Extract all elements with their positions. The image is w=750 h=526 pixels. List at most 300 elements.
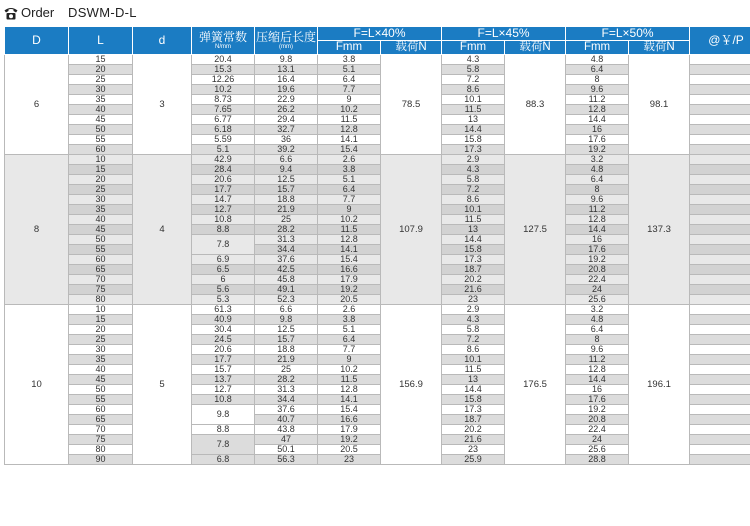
cell-compressed-len: 39.2 (255, 145, 318, 155)
cell-price (690, 395, 750, 405)
cell-f40-fmm: 9 (318, 205, 381, 215)
cell-compressed-len: 21.9 (255, 355, 318, 365)
cell-f40-fmm: 10.2 (318, 105, 381, 115)
cell-spring-rate: 10.8 (192, 215, 255, 225)
cell-compressed-len: 43.8 (255, 425, 318, 435)
cell-spring-rate: 61.3 (192, 305, 255, 315)
cell-f50-fmm: 20.8 (566, 415, 629, 425)
cell-price (690, 255, 750, 265)
cell-f50-fmm: 12.8 (566, 105, 629, 115)
cell-f40-fmm: 3.8 (318, 315, 381, 325)
cell-compressed-len: 34.4 (255, 395, 318, 405)
cell-f45-fmm: 7.2 (442, 335, 505, 345)
cell-L: 45 (69, 225, 133, 235)
cell-compressed-len: 13.1 (255, 65, 318, 75)
cell-L: 65 (69, 415, 133, 425)
cell-f50-fmm: 4.8 (566, 165, 629, 175)
cell-price (690, 85, 750, 95)
cell-price (690, 215, 750, 225)
telephone-icon (3, 5, 19, 21)
cell-f50-fmm: 25.6 (566, 295, 629, 305)
cell-price (690, 455, 750, 465)
col-D-header: D (5, 27, 69, 55)
cell-f45-fmm: 5.8 (442, 325, 505, 335)
cell-compressed-len: 42.5 (255, 265, 318, 275)
cell-f45-fmm: 20.2 (442, 425, 505, 435)
cell-f45-fmm: 20.2 (442, 275, 505, 285)
cell-L: 40 (69, 365, 133, 375)
cell-price (690, 225, 750, 235)
cell-L: 25 (69, 75, 133, 85)
cell-L: 30 (69, 85, 133, 95)
cell-spring-rate: 5.3 (192, 295, 255, 305)
cell-L: 15 (69, 315, 133, 325)
cell-f40-fmm: 20.5 (318, 295, 381, 305)
cell-price (690, 205, 750, 215)
cell-f50-fmm: 8 (566, 75, 629, 85)
cell-f50-fmm: 22.4 (566, 425, 629, 435)
col-price-header: @￥/P (690, 27, 750, 55)
cell-spring-rate: 42.9 (192, 155, 255, 165)
cell-price (690, 115, 750, 125)
cell-L: 25 (69, 335, 133, 345)
cell-L: 60 (69, 145, 133, 155)
cell-f40-fmm: 7.7 (318, 345, 381, 355)
cell-f40-fmm: 14.1 (318, 395, 381, 405)
cell-price (690, 425, 750, 435)
cell-f45-fmm: 15.8 (442, 135, 505, 145)
cell-D: 8 (5, 155, 69, 305)
cell-f50-fmm: 14.4 (566, 225, 629, 235)
cell-price (690, 175, 750, 185)
cell-spring-rate: 20.6 (192, 345, 255, 355)
cell-f50-fmm: 24 (566, 285, 629, 295)
cell-compressed-len: 37.6 (255, 255, 318, 265)
col-compressed-len-header (255, 27, 318, 55)
f45-load-header: 载荷N (505, 41, 566, 55)
cell-f40-fmm: 6.4 (318, 335, 381, 345)
cell-f50-fmm: 22.4 (566, 275, 629, 285)
cell-f45-fmm: 10.1 (442, 95, 505, 105)
cell-spring-rate: 5.59 (192, 135, 255, 145)
cell-spring-rate: 8.8 (192, 425, 255, 435)
cell-f50-fmm: 19.2 (566, 145, 629, 155)
cell-spring-rate: 30.4 (192, 325, 255, 335)
cell-f50-fmm: 25.6 (566, 445, 629, 455)
cell-f40-fmm: 6.4 (318, 75, 381, 85)
cell-f50-fmm: 12.8 (566, 215, 629, 225)
cell-f45-load: 127.5 (505, 155, 566, 305)
cell-f45-fmm: 13 (442, 115, 505, 125)
cell-f50-fmm: 9.6 (566, 195, 629, 205)
cell-price (690, 275, 750, 285)
cell-compressed-len: 56.3 (255, 455, 318, 465)
cell-spring-rate: 6 (192, 275, 255, 285)
cell-f50-fmm: 11.2 (566, 95, 629, 105)
cell-f45-fmm: 11.5 (442, 105, 505, 115)
col-L-header: L (69, 27, 133, 55)
cell-f50-fmm: 19.2 (566, 255, 629, 265)
cell-f40-fmm: 5.1 (318, 325, 381, 335)
cell-f40-fmm: 16.6 (318, 265, 381, 275)
cell-compressed-len: 28.2 (255, 375, 318, 385)
cell-price (690, 325, 750, 335)
col-d-header: d (133, 27, 192, 55)
cell-f40-fmm: 2.6 (318, 305, 381, 315)
cell-f45-fmm: 17.3 (442, 405, 505, 415)
cell-f45-fmm: 7.2 (442, 75, 505, 85)
cell-compressed-len: 40.7 (255, 415, 318, 425)
cell-D: 6 (5, 55, 69, 155)
cell-f45-fmm: 23 (442, 445, 505, 455)
cell-spring-rate: 10.2 (192, 85, 255, 95)
cell-L: 30 (69, 345, 133, 355)
cell-spring-rate: 7.8 (192, 435, 255, 455)
cell-f50-fmm: 11.2 (566, 205, 629, 215)
cell-spring-rate: 13.7 (192, 375, 255, 385)
cell-f40-load: 156.9 (381, 305, 442, 465)
cell-f50-fmm: 16 (566, 235, 629, 245)
cell-f40-load: 107.9 (381, 155, 442, 305)
cell-price (690, 65, 750, 75)
cell-f45-fmm: 8.6 (442, 195, 505, 205)
cell-spring-rate: 12.7 (192, 205, 255, 215)
cell-f50-fmm: 28.8 (566, 455, 629, 465)
cell-d: 3 (133, 55, 192, 155)
cell-L: 15 (69, 165, 133, 175)
cell-f45-fmm: 14.4 (442, 125, 505, 135)
cell-f45-fmm: 17.3 (442, 145, 505, 155)
cell-f50-fmm: 6.4 (566, 325, 629, 335)
cell-f45-fmm: 15.8 (442, 245, 505, 255)
cell-price (690, 435, 750, 445)
cell-f40-fmm: 19.2 (318, 285, 381, 295)
cell-spring-rate: 6.5 (192, 265, 255, 275)
cell-L: 20 (69, 65, 133, 75)
cell-L: 55 (69, 135, 133, 145)
cell-spring-rate: 9.8 (192, 405, 255, 425)
cell-f40-fmm: 23 (318, 455, 381, 465)
cell-L: 60 (69, 255, 133, 265)
cell-compressed-len: 9.4 (255, 165, 318, 175)
cell-f40-fmm: 17.9 (318, 275, 381, 285)
spring-rate-label: 弹簧常数 (198, 29, 247, 44)
cell-f45-fmm: 11.5 (442, 215, 505, 225)
cell-f45-fmm: 10.1 (442, 205, 505, 215)
cell-f40-fmm: 15.4 (318, 405, 381, 415)
cell-f40-fmm: 7.7 (318, 85, 381, 95)
cell-f40-fmm: 19.2 (318, 435, 381, 445)
cell-spring-rate: 5.6 (192, 285, 255, 295)
cell-compressed-len: 15.7 (255, 185, 318, 195)
cell-f40-fmm: 6.4 (318, 185, 381, 195)
cell-f45-fmm: 21.6 (442, 285, 505, 295)
cell-L: 70 (69, 425, 133, 435)
cell-L: 20 (69, 175, 133, 185)
f40-group-header: F=L×40% (318, 27, 442, 41)
cell-price (690, 265, 750, 275)
cell-f45-fmm: 13 (442, 225, 505, 235)
cell-f40-fmm: 3.8 (318, 165, 381, 175)
cell-f45-fmm: 15.8 (442, 395, 505, 405)
f45-group-header: F=L×45% (442, 27, 566, 41)
order-header (0, 0, 750, 26)
cell-price (690, 365, 750, 375)
cell-price (690, 305, 750, 315)
cell-f40-fmm: 10.2 (318, 215, 381, 225)
cell-L: 35 (69, 95, 133, 105)
cell-spring-rate: 14.7 (192, 195, 255, 205)
f50-group-header: F=L×50% (566, 27, 690, 41)
cell-L: 55 (69, 245, 133, 255)
cell-D: 10 (5, 305, 69, 465)
table-row (5, 155, 750, 165)
cell-L: 35 (69, 205, 133, 215)
cell-price (690, 135, 750, 145)
cell-price (690, 315, 750, 325)
cell-f45-fmm: 10.1 (442, 355, 505, 365)
cell-f50-fmm: 17.6 (566, 135, 629, 145)
cell-L: 75 (69, 285, 133, 295)
cell-compressed-len: 12.5 (255, 175, 318, 185)
cell-compressed-len: 31.3 (255, 385, 318, 395)
cell-f50-load: 137.3 (629, 155, 690, 305)
cell-f45-fmm: 11.5 (442, 365, 505, 375)
cell-L: 50 (69, 125, 133, 135)
cell-f45-load: 176.5 (505, 305, 566, 465)
cell-spring-rate: 8.8 (192, 225, 255, 235)
cell-compressed-len: 50.1 (255, 445, 318, 455)
cell-compressed-len: 16.4 (255, 75, 318, 85)
f50-fmm-header: Fmm (566, 41, 629, 55)
cell-f50-fmm: 8 (566, 185, 629, 195)
cell-f40-fmm: 9 (318, 355, 381, 365)
cell-f45-load: 88.3 (505, 55, 566, 155)
cell-f50-fmm: 19.2 (566, 405, 629, 415)
cell-L: 65 (69, 265, 133, 275)
col-spring-rate-header (192, 27, 255, 55)
cell-L: 55 (69, 395, 133, 405)
cell-f40-fmm: 11.5 (318, 225, 381, 235)
cell-price (690, 415, 750, 425)
cell-f40-fmm: 14.1 (318, 135, 381, 145)
cell-f50-fmm: 3.2 (566, 305, 629, 315)
cell-f40-fmm: 12.8 (318, 125, 381, 135)
cell-L: 10 (69, 305, 133, 315)
cell-spring-rate: 6.8 (192, 455, 255, 465)
cell-spring-rate: 10.8 (192, 395, 255, 405)
cell-price (690, 125, 750, 135)
cell-compressed-len: 49.1 (255, 285, 318, 295)
cell-L: 30 (69, 195, 133, 205)
cell-f50-fmm: 6.4 (566, 175, 629, 185)
cell-spring-rate: 20.4 (192, 55, 255, 65)
cell-f50-fmm: 17.6 (566, 245, 629, 255)
cell-spring-rate: 24.5 (192, 335, 255, 345)
cell-L: 40 (69, 105, 133, 115)
cell-compressed-len: 15.7 (255, 335, 318, 345)
cell-price (690, 155, 750, 165)
cell-f45-fmm: 4.3 (442, 315, 505, 325)
cell-f40-fmm: 17.9 (318, 425, 381, 435)
f40-fmm-header: Fmm (318, 41, 381, 55)
cell-spring-rate: 6.9 (192, 255, 255, 265)
cell-L: 75 (69, 435, 133, 445)
cell-f45-fmm: 25.9 (442, 455, 505, 465)
cell-spring-rate: 7.8 (192, 235, 255, 255)
cell-f45-fmm: 5.8 (442, 175, 505, 185)
cell-f50-fmm: 4.8 (566, 315, 629, 325)
group-D8 (5, 155, 750, 305)
table-row (5, 305, 750, 315)
cell-f50-fmm: 8 (566, 335, 629, 345)
cell-spring-rate: 6.18 (192, 125, 255, 135)
cell-compressed-len: 12.5 (255, 325, 318, 335)
cell-L: 40 (69, 215, 133, 225)
cell-compressed-len: 25 (255, 215, 318, 225)
cell-compressed-len: 28.2 (255, 225, 318, 235)
cell-L: 15 (69, 55, 133, 65)
cell-price (690, 105, 750, 115)
cell-compressed-len: 32.7 (255, 125, 318, 135)
cell-f50-load: 98.1 (629, 55, 690, 155)
cell-f40-fmm: 11.5 (318, 115, 381, 125)
cell-d: 5 (133, 305, 192, 465)
cell-spring-rate: 12.26 (192, 75, 255, 85)
cell-price (690, 195, 750, 205)
cell-spring-rate: 20.6 (192, 175, 255, 185)
cell-f45-fmm: 8.6 (442, 345, 505, 355)
cell-f45-fmm: 2.9 (442, 305, 505, 315)
cell-L: 50 (69, 385, 133, 395)
cell-f45-fmm: 4.3 (442, 55, 505, 65)
f50-load-header: 载荷N (629, 41, 690, 55)
spring-rate-unit: N/mm (215, 43, 231, 50)
cell-L: 80 (69, 445, 133, 455)
cell-L: 90 (69, 455, 133, 465)
cell-price (690, 75, 750, 85)
cell-spring-rate: 17.7 (192, 355, 255, 365)
cell-L: 20 (69, 325, 133, 335)
cell-f45-fmm: 17.3 (442, 255, 505, 265)
cell-spring-rate: 28.4 (192, 165, 255, 175)
cell-price (690, 185, 750, 195)
cell-d: 4 (133, 155, 192, 305)
cell-spring-rate: 7.65 (192, 105, 255, 115)
cell-price (690, 385, 750, 395)
cell-spring-rate: 17.7 (192, 185, 255, 195)
cell-compressed-len: 36 (255, 135, 318, 145)
cell-compressed-len: 6.6 (255, 305, 318, 315)
cell-f50-fmm: 4.8 (566, 55, 629, 65)
cell-L: 70 (69, 275, 133, 285)
group-D6 (5, 55, 750, 155)
cell-spring-rate: 5.1 (192, 145, 255, 155)
cell-price (690, 285, 750, 295)
cell-f40-fmm: 12.8 (318, 385, 381, 395)
f40-load-header: 载荷N (381, 41, 442, 55)
cell-spring-rate: 15.7 (192, 365, 255, 375)
cell-f40-fmm: 15.4 (318, 255, 381, 265)
cell-f40-fmm: 3.8 (318, 55, 381, 65)
cell-f50-fmm: 24 (566, 435, 629, 445)
cell-compressed-len: 25 (255, 365, 318, 375)
cell-price (690, 295, 750, 305)
cell-f45-fmm: 18.7 (442, 415, 505, 425)
cell-f45-fmm: 23 (442, 295, 505, 305)
cell-f50-fmm: 12.8 (566, 365, 629, 375)
cell-price (690, 355, 750, 365)
cell-compressed-len: 18.8 (255, 195, 318, 205)
group-D10 (5, 305, 750, 465)
compressed-len-unit: (mm) (279, 43, 293, 50)
cell-f40-fmm: 14.1 (318, 245, 381, 255)
cell-price (690, 445, 750, 455)
cell-f45-fmm: 14.4 (442, 235, 505, 245)
cell-compressed-len: 18.8 (255, 345, 318, 355)
cell-price (690, 235, 750, 245)
part-code: DSWM-D-L (68, 5, 137, 20)
cell-f50-fmm: 6.4 (566, 65, 629, 75)
f45-fmm-header: Fmm (442, 41, 505, 55)
cell-f45-fmm: 2.9 (442, 155, 505, 165)
cell-f40-fmm: 11.5 (318, 375, 381, 385)
cell-spring-rate: 12.7 (192, 385, 255, 395)
cell-compressed-len: 29.4 (255, 115, 318, 125)
cell-spring-rate: 6.77 (192, 115, 255, 125)
cell-price (690, 375, 750, 385)
cell-f50-fmm: 9.6 (566, 345, 629, 355)
cell-f40-fmm: 12.8 (318, 235, 381, 245)
cell-f40-fmm: 7.7 (318, 195, 381, 205)
cell-compressed-len: 52.3 (255, 295, 318, 305)
cell-f50-fmm: 16 (566, 125, 629, 135)
cell-f40-fmm: 10.2 (318, 365, 381, 375)
cell-price (690, 95, 750, 105)
cell-f50-fmm: 16 (566, 385, 629, 395)
cell-price (690, 335, 750, 345)
cell-f45-fmm: 14.4 (442, 385, 505, 395)
cell-price (690, 55, 750, 65)
cell-spring-rate: 15.3 (192, 65, 255, 75)
cell-f40-fmm: 5.1 (318, 175, 381, 185)
cell-L: 10 (69, 155, 133, 165)
cell-L: 60 (69, 405, 133, 415)
cell-compressed-len: 21.9 (255, 205, 318, 215)
cell-L: 80 (69, 295, 133, 305)
cell-compressed-len: 9.8 (255, 55, 318, 65)
cell-compressed-len: 31.3 (255, 235, 318, 245)
cell-f45-fmm: 5.8 (442, 65, 505, 75)
cell-price (690, 405, 750, 415)
cell-f45-fmm: 7.2 (442, 185, 505, 195)
cell-f40-fmm: 15.4 (318, 145, 381, 155)
cell-f50-fmm: 11.2 (566, 355, 629, 365)
cell-compressed-len: 26.2 (255, 105, 318, 115)
order-label: Order (21, 5, 55, 20)
cell-f40-fmm: 5.1 (318, 65, 381, 75)
cell-L: 45 (69, 115, 133, 125)
cell-compressed-len: 37.6 (255, 405, 318, 415)
cell-f50-load: 196.1 (629, 305, 690, 465)
spec-table (4, 26, 750, 465)
cell-price (690, 345, 750, 355)
cell-f40-fmm: 20.5 (318, 445, 381, 455)
cell-f40-fmm: 2.6 (318, 155, 381, 165)
cell-L: 50 (69, 235, 133, 245)
cell-compressed-len: 9.8 (255, 315, 318, 325)
cell-f50-fmm: 17.6 (566, 395, 629, 405)
